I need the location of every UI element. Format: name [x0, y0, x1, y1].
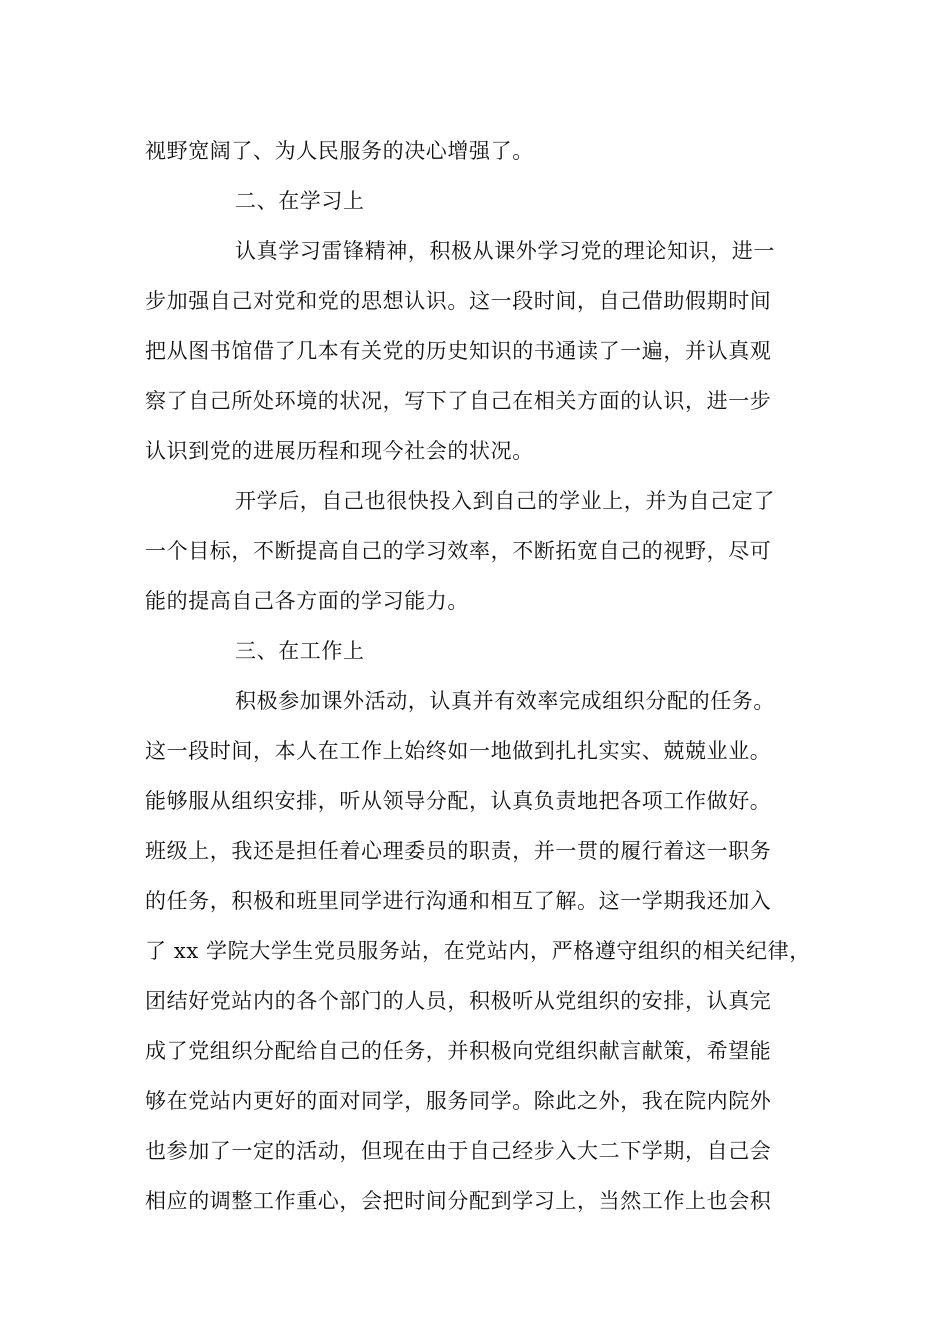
text-line: 步加强自己对党和党的思想认识。这一段时间，自己借助假期时间 — [145, 289, 772, 313]
text-line: 班级上，我还是担任着心理委员的职责，并一贯的履行着这一职务 — [145, 839, 772, 863]
section-heading: 二、在学习上 — [235, 189, 365, 213]
text-line: 相应的调整工作重心，会把时间分配到学习上，当然工作上也会积 — [145, 1189, 772, 1213]
text-line: 团结好党站内的各个部门的人员，积极听从党组织的安排，认真完 — [145, 989, 772, 1013]
text-line: 把从图书馆借了几本有关党的历史知识的书通读了一遍，并认真观 — [145, 339, 772, 363]
text-line: 够在党站内更好的面对同学，服务同学。除此之外，我在院内院外 — [145, 1089, 772, 1113]
text-line: 一个目标，不断提高自己的学习效率，不断拓宽自己的视野，尽可 — [145, 539, 772, 563]
text-line: 了 xx 学院大学生党员服务站，在党站内，严格遵守组织的相关纪律， — [145, 939, 811, 963]
text-line: 视野宽阔了、为人民服务的决心增强了。 — [145, 139, 534, 163]
text-line: 能的提高自己各方面的学习能力。 — [145, 589, 469, 613]
text-line: 的任务，积极和班里同学进行沟通和相互了解。这一学期我还加入 — [145, 889, 772, 913]
text-line: 开学后，自己也很快投入到自己的学业上，并为自己定了 — [235, 489, 775, 513]
text-line: 察了自己所处环境的状况，写下了自己在相关方面的认识，进一步 — [145, 389, 772, 413]
text-line: 成了党组织分配给自己的任务，并积极向党组织献言献策，希望能 — [145, 1039, 772, 1063]
text-line: 积极参加课外活动，认真并有效率完成组织分配的任务。 — [235, 689, 775, 713]
text-line: 认真学习雷锋精神，积极从课外学习党的理论知识，进一 — [235, 239, 775, 263]
section-heading: 三、在工作上 — [235, 639, 365, 663]
text-line: 也参加了一定的活动，但现在由于自己经步入大二下学期，自己会 — [145, 1139, 772, 1163]
text-line: 认识到党的进展历程和现今社会的状况。 — [145, 439, 534, 463]
text-line: 这一段时间，本人在工作上始终如一地做到扎扎实实、兢兢业业。 — [145, 739, 772, 763]
text-line: 能够服从组织安排，听从领导分配，认真负责地把各项工作做好。 — [145, 789, 772, 813]
